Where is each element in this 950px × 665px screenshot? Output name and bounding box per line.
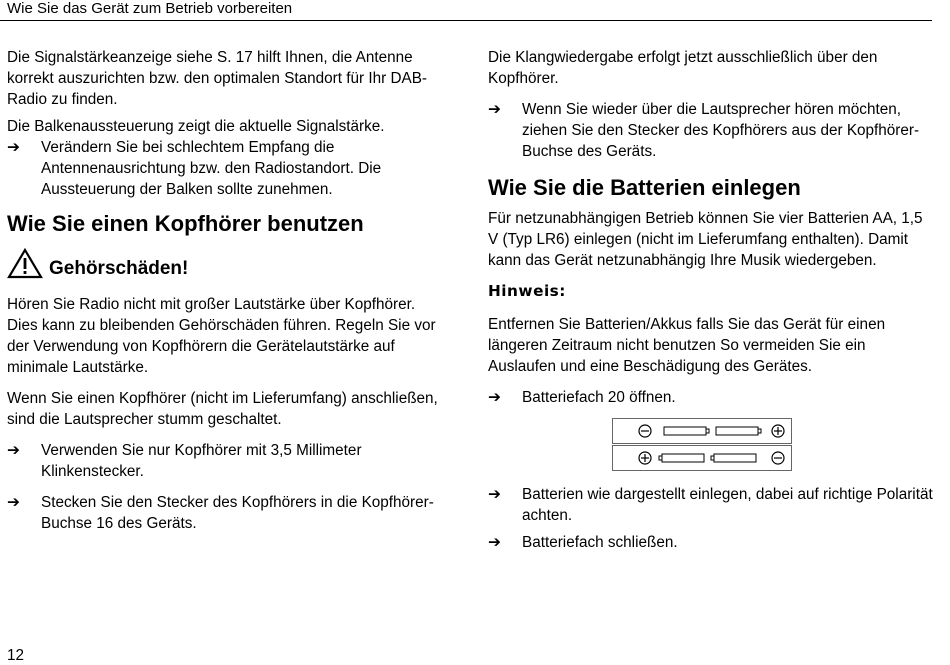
signal-paragraph: Die Signalstärkeanzeige siehe S. 17 hilft Ihnen, die Antenne korrekt auszurichten bzw. den optimalen Standort für Ihr DAB-Radio zu finden. [7, 49, 428, 108]
close-compartment-bullet [488, 532, 933, 553]
plug-insert-bullet-text: Stecken Sie den Stecker des Kopfhörers in die Kopfhörer-Buchse 16 des Geräts. [41, 494, 434, 532]
open-compartment-bullet-text: Batteriefach 20 öffnen. [522, 389, 676, 406]
batteries-heading: Wie Sie die Batterien einlegen [488, 175, 801, 200]
arrow-right-icon: ➔ [488, 534, 501, 551]
plus-terminal-icon [639, 452, 651, 464]
arrow-right-icon: ➔ [488, 389, 501, 406]
battery-cell [659, 454, 704, 462]
header-rule [0, 20, 932, 21]
right-column [488, 47, 933, 553]
headphone-heading: Wie Sie einen Kopfhörer benutzen [7, 211, 364, 236]
page-header-title: Wie Sie das Gerät zum Betrieb vorbereiten [7, 0, 293, 17]
arrow-right-icon: ➔ [7, 139, 20, 156]
arrow-right-icon: ➔ [488, 101, 501, 118]
antenna-bullet [7, 137, 443, 200]
warning-triangle-icon [7, 248, 43, 280]
left-column [7, 47, 443, 534]
hearing-warning [7, 248, 443, 282]
warning-title: Gehörschäden! [49, 258, 189, 279]
plug-type-bullet-text: Verwenden Sie nur Kopfhörer mit 3,5 Millimeter Klinkenstecker. [41, 442, 362, 480]
arrow-right-icon: ➔ [7, 442, 20, 459]
battery-removal-paragraph: Entfernen Sie Batterien/Akkus falls Sie das Gerät für einen längeren Zeitraum nicht benutzen So vermeiden Sie ein Auslaufen und eine Beschädigung des Gerätes. [488, 316, 886, 375]
battery-cell [711, 454, 756, 462]
sound-output-paragraph: Die Klangwiedergabe erfolgt jetzt ausschließlich über den Kopfhörer. [488, 49, 878, 87]
arrow-right-icon: ➔ [488, 486, 501, 503]
plug-type-bullet [7, 440, 443, 482]
speaker-bullet [488, 99, 933, 162]
speaker-bullet-text: Wenn Sie wieder über die Lautsprecher hören möchten, ziehen Sie den Stecker des Kopfhörers aus der Kopfhörer-Buchse des Geräts. [522, 101, 920, 160]
insert-batteries-bullet-text: Batterien wie dargestellt einlegen, dabei auf richtige Polarität achten. [522, 486, 933, 524]
antenna-bullet-text: Verändern Sie bei schlechtem Empfang die Antennenausrichtung bzw. den Radiostandort. Die Aussteuerung der Balken sollte zunehmen. [41, 139, 382, 198]
headphone-connect-paragraph: Wenn Sie einen Kopfhörer (nicht im Lieferumfang) anschließen, sind die Lautsprecher stumm geschaltet. [7, 390, 438, 428]
battery-cell [716, 427, 761, 435]
arrow-right-icon: ➔ [7, 494, 20, 511]
signal-bars-paragraph: Die Balkenaussteuerung zeigt die aktuelle Signalstärke. [7, 118, 385, 135]
hearing-damage-paragraph: Hören Sie Radio nicht mit großer Lautstärke über Kopfhörer. Dies kann zu bleibenden Gehörschäden führen. Regeln Sie vor der Verwendung von Kopfhörern die Gerätelautstärke auf minimale Lautstärke. [7, 296, 436, 376]
open-compartment-bullet [488, 387, 933, 408]
page-number: 12 [7, 647, 25, 664]
battery-cell [664, 427, 709, 435]
minus-terminal-icon [639, 425, 651, 437]
battery-info-paragraph: Für netzunabhängigen Betrieb können Sie vier Batterien AA, 1,5 V (Typ LR6) einlegen (nicht im Lieferumfang enthalten). Damit kann das Gerät netzunabhängig Ihre Musik wiedergeben. [488, 210, 923, 269]
close-compartment-bullet-text: Batteriefach schließen. [522, 534, 678, 551]
plus-terminal-icon [772, 425, 784, 437]
insert-batteries-bullet [488, 484, 933, 526]
plug-insert-bullet [7, 492, 443, 534]
battery-compartment-diagram [612, 418, 792, 472]
minus-terminal-icon [772, 452, 784, 464]
hinweis-label: Hinweis: [488, 282, 566, 300]
